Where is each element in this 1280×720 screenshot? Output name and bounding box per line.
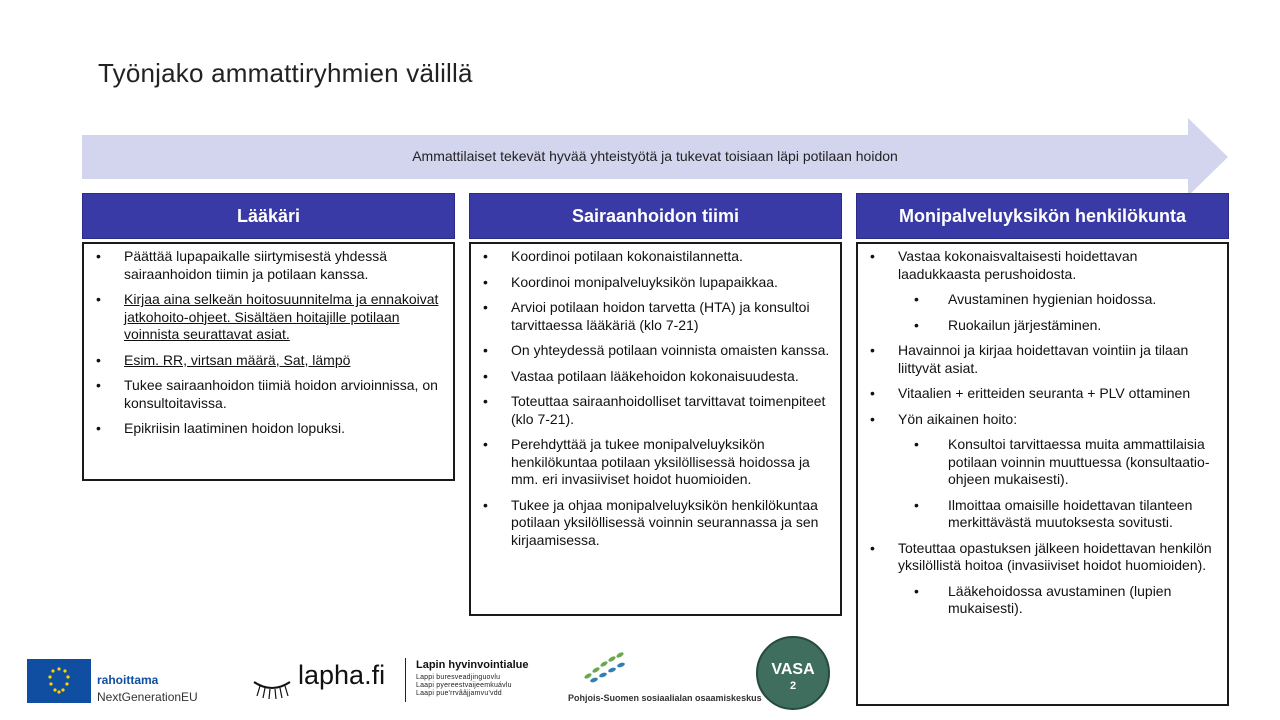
list-item: • Vastaa kokonaisvaltaisesti hoidettavan laadukkaasta perushoidosta. [864,248,1217,283]
lapin-line: Laapi pue'rrvââjjamvu'vdd [416,690,502,697]
lapin-line: Laapi pyereestvaijeemkuávlu [416,682,512,689]
banner-text: Ammattilaiset tekevät hyvää yhteistyötä ja tukevat toisiaan läpi potilaan hoidon [412,148,898,164]
pohjois-suomi-logo-text: Pohjois-Suomen sosiaalialan osaamiskeskus [568,693,762,703]
column-box-laakari [82,242,455,481]
list-item: • Tukee ja ohjaa monipalveluyksikön henkilökuntaa potilaan yksilöllisessä voinnin seurannassa ja sen kirjaamisessa. [477,497,830,550]
lapin-line: Lappi buresveadjinguovlu [416,674,501,681]
lapha-eye-icon [252,678,292,700]
list-item: • Yön aikainen hoito: [864,411,1217,429]
vasa-number: 2 [789,680,797,692]
column-heading-laakari: Lääkäri [82,193,455,239]
sub-list-item: • Ruokailun järjestäminen. [864,317,1217,335]
list-item: • Koordinoi potilaan kokonaistilannetta. [477,248,830,266]
column-heading-sairaanhoidon-tiimi: Sairaanhoidon tiimi [469,193,842,239]
logo-footer [0,630,1280,720]
list-item: • Esim. RR, virtsan määrä, Sat, lämpö [90,352,443,370]
sub-list-item: • Konsultoi tarvittaessa muita ammattilaisia potilaan voinnin muuttuessa (konsultaatio-ohjeen mukaisesti). [864,436,1217,489]
list-item: • Toteuttaa sairaanhoidolliset tarvittavat toimenpiteet (klo 7-21). [477,393,830,428]
eu-funding-text: rahoittama [97,673,159,687]
vasa2-logo [756,636,830,710]
list-item: • Vitaalien + eritteiden seuranta + PLV ottaminen [864,385,1217,403]
sub-list-item: • Ilmoittaa omaisille hoidettavan tilanteen merkittävästä muutoksesta sovitusti. [864,497,1217,532]
list-item: • Vastaa potilaan lääkehoidon kokonaisuudesta. [477,368,830,386]
list-item: • On yhteydessä potilaan voinnista omaisten kanssa. [477,342,830,360]
sub-list-item: • Lääkehoidossa avustaminen (lupien mukaisesti). [864,583,1217,618]
list-item: • Toteuttaa opastuksen jälkeen hoidettavan henkilön yksilöllistä hoitoa (invasiiviset hoidot huomioiden). [864,540,1217,575]
sub-list-item: • Avustaminen hygienian hoidossa. [864,291,1217,309]
eu-flag-logo [27,659,91,703]
logo-divider [405,658,406,702]
eu-nextgen-text: NextGenerationEU [97,690,198,704]
list-item: • Perehdyttää ja tukee monipalveluyksikön henkilökuntaa potilaan yksilöllisessä hoidossa ja mm. eri invasiiviset hoidot huomioiden. [477,436,830,489]
vasa-title: VASA [771,661,815,678]
list-item: • Päättää lupapaikalle siirtymisestä yhdessä sairaanhoidon tiimin ja potilaan kanssa. [90,248,443,283]
column-box-sairaanhoidon-tiimi [469,242,842,616]
list-item: • Arvioi potilaan hoidon tarvetta (HTA) ja konsultoi tarvittaessa lääkäriä (klo 7-21) [477,299,830,334]
lapha-logo-text: lapha.fi [298,660,386,690]
list-item: • Kirjaa aina selkeän hoitosuunnitelma ja ennakoivat jatkohoito-ohjeet. Sisältäen hoitajille potilaan voinnista seurattavat asiat. [90,291,443,344]
page-title: Työnjako ammattiryhmien välillä [98,58,473,88]
column-heading-monipalveluyksikon-henkilokunta: Monipalveluyksikön henkilökunta [856,193,1229,239]
list-item: • Tukee sairaanhoidon tiimiä hoidon arvioinnissa, on konsultoitavissa. [90,377,443,412]
lapin-hyvinvointialue-title: Lapin hyvinvointialue [416,659,529,671]
list-item: • Koordinoi monipalveluyksikön lupapaikkaa. [477,274,830,292]
list-item: • Epikriisin laatiminen hoidon lopuksi. [90,420,443,438]
banner-arrow [82,118,1228,196]
list-item: • Havainnoi ja kirjaa hoidettavan vointiin ja tilaan liittyvät asiat. [864,342,1217,377]
pohjois-suomi-leaf-icon [578,648,634,690]
